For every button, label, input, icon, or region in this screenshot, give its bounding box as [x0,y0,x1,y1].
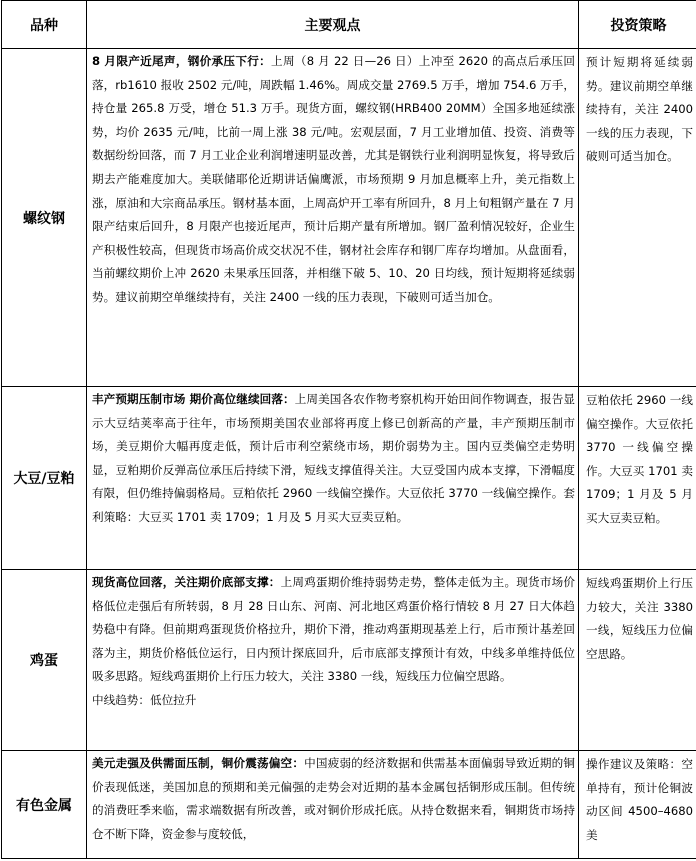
view-lead: 美元走强及供需面压制，铜价震荡偏空： [92,756,305,770]
view-text: 上周（8 月 22 日—26 日）上冲至 2620 的高点后承压回落，rb1610 报收 2502 元/吨，周跌幅 1.46%。周成交量 2769.5 万手，增加 754.6 万手，持仓量 265.8 万受，增仓 51.3 万手。现货方面，螺纹钢(HRB400 20MM）全国多地延续涨势，均价 2635 元/吨，比前一周上涨 38 元/吨。宏观层面，7 月工业增加值、投资、消费等数据纷纷回落，而 7 月工业企业利润增速明显改善，尤其是钢铁行业利润明显恢复，将导致后期去产能难度加大。美联储耶伦近期讲话偏鹰派，市场预期 9 月加息概率上升，美元指数上涨，原油和大宗商品承压。钢材基本面，上周高炉开工率有所回升，8 月上旬粗钢产量在 7 月限产结束后回升，8 月限产也接近尾声，预计后期产量有所增加。钢厂盈利情况较好，企业生产积极性较高，但现货市场高价成交状况不佳，钢材社会库存和钢厂库存均增加。从盘面看，当前螺纹期价上冲 2620 未果承压回落，并相继下破 5、10、20 日均线，预计短期将延续弱势。建议前期空单继续持有，关注 2400 一线的压力表现，下破则可适当加仓。 [92,54,576,304]
table-row-soybean [2,387,696,570]
variety-cell: 大豆/豆粕 [2,387,87,570]
table-row-rebar [2,49,696,387]
table-row-metals [2,751,696,859]
view-cell [87,751,579,859]
view-cell [87,387,579,570]
table-row-egg [2,570,696,751]
view-lead: 8 月限产近尾声，钢价承压下行： [92,54,272,68]
strategy-cell: 预计短期将延续弱势。建议前期空单继续持有，关注 2400 一线的压力表现，下破则可适当加仓。 [579,49,696,387]
view-text: 上周鸡蛋期价维持弱势走势，整体走低为主。现货市场价格低位走强后有所转弱，8 月 28 日山东、河南、河北地区鸡蛋价格行情较 8 月 27 日大体趋势稳中有降。但前期鸡蛋现货价格拉升，期价下滑，推动鸡蛋期现基差上行，后市预计基差回落为主，期货价格低位运行，日内预计探底回升，后市底部支撑预计有效，中线多单维持低位吸多思路。短线鸡蛋期价上行压力较大，关注 3380 一线，短线压力位偏空思路。 [92,575,575,684]
view-cell [87,49,579,387]
header-strategy: 投资策略 [579,1,696,49]
strategy-text: 操作建议及策略：空单持有，预计伦铜波动区间 4500–4680 美 [586,757,693,842]
header-variety: 品种 [2,1,87,49]
view-lead: 现货高位回落，关注期价底部支撑： [92,575,281,589]
header-main-view: 主要观点 [87,1,579,49]
strategy-cell [579,751,696,859]
view-cell [87,570,579,751]
variety-cell: 有色金属 [2,751,87,859]
table-header-row [2,1,696,49]
variety-cell: 螺纹钢 [2,49,87,387]
strategy-cell: 短线鸡蛋期价上行压力较大，关注 3380 一线，短线压力位偏空思路。 [579,570,696,751]
view-text: 中国疲弱的经济数据和供需基本面偏弱导致近期的铜价表现低迷，美国加息的预期和美元偏强的走势会对近期的基本金属包括铜形成压制。但传统的消费旺季来临，需求端数据有所改善，或对铜价形成托底。从持仓数据来看，铜期货市场持仓不断下降，资金参与度较低， [92,756,575,841]
market-view-table [1,0,696,859]
strategy-cell: 豆粕依托 2960 一线偏空操作。大豆依托 3770 一线偏空操作。大豆买 1701 卖 1709；1 月及 5 月买大豆卖豆粕。 [579,387,696,570]
view-lead: 丰产预期压制市场 期价高位继续回落： [92,392,295,406]
view-text: 上周美国各农作物考察机构开始田间作物调查，报告显示大豆结荚率高于往年，市场预期美国农业部将再度上修已创新高的产量，丰产预期压制市场，美豆期价大幅再度走低，预计后市利空萦绕市场，期价弱势为主。国内豆类偏空走势明显，豆粕期价反弹高位承压后持续下滑，短线支撑值得关注。大豆受国内成本支撑，下滑幅度有限，但仍维持偏弱格局。豆粕依托 2960 一线偏空操作。大豆依托 3770 一线偏空操作。套利策略：大豆买 1701 卖 1709；1 月及 5 月买大豆卖豆粕。 [92,392,575,524]
variety-cell: 鸡蛋 [2,570,87,751]
view-extra: 中线趋势：低位拉升 [92,692,197,707]
